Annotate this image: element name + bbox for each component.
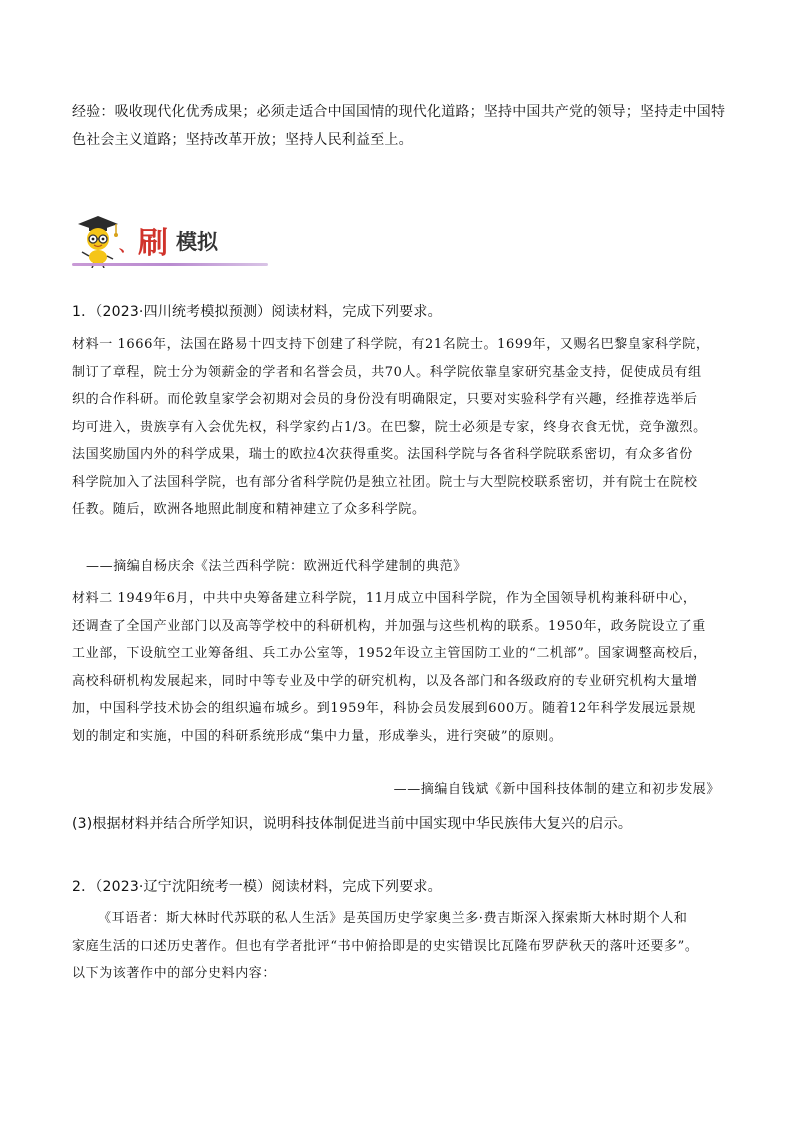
q1-material1-line: 均可进入，贵族享有入会优先权，科学家约占1/3。在巴黎，院士必须是专家，终身衣食无忧，竞争激烈。 <box>72 419 707 435</box>
section-title-rest: 模拟 <box>176 229 218 254</box>
q1-material2-line: 还调查了全国产业部门以及高等学校中的科研机构，并加强与这些机构的联系。1950年，政务院设立了重 <box>72 618 706 634</box>
q2-material-line: 以下为该著作中的部分史料内容： <box>72 966 277 981</box>
q1-material2-line: 工业部，下设航空工业筹备组、兵工办公室等，1952年设立主管国防工业的“二机部”。国家调整高校后， <box>72 646 707 661</box>
q1-question: (3)根据材料并结合所学知识，说明科技体制促进当前中国实现中华民族伟大复兴的启示。 <box>72 816 633 832</box>
q2-material-line: 《耳语者：斯大林时代苏联的私人生活》是英国历史学家奥兰多·费吉斯深入探索斯大林时期个人和 <box>98 911 688 926</box>
section-header <box>72 212 282 272</box>
q1-material1 <box>72 331 732 524</box>
intro-line: 经验：吸收现代化优秀成果；必须走适合中国国情的现代化道路；坚持中国共产党的领导；坚持走中国特 <box>72 104 726 120</box>
q1-material1-line: 织的合作科研。而伦敦皇家学会初期对会员的身份没有明确限定，只要对实验科学有兴趣，经推荐选举后 <box>72 392 698 407</box>
q2-material <box>72 905 732 988</box>
q1-material2-line: 加，中国科学技术协会的组织遍布城乡。到1959年，科协会员发展到600万。随着12年科学发展远景规 <box>72 701 696 716</box>
intro-paragraph <box>72 98 726 154</box>
q1-material2-line: 材料二 1949年6月，中共中央筹备建立科学院，11月成立中国科学院，作为全国领导机构兼科研中心， <box>72 591 697 606</box>
q1-material2 <box>72 585 732 750</box>
q2-material-line: 家庭生活的口述历史著作。但也有学者批评“书中俯拾即是的史实错误比瓦隆布罗萨秋天的落叶还要多”。 <box>72 938 699 954</box>
section-underline <box>72 263 268 266</box>
q1-material1-line: 法国奖励国内外的科学成果，瑞士的欧拉4次获得重奖。法国科学院与各省科学院联系密切，有众多省份 <box>72 447 693 462</box>
section-title-dash: 、 <box>119 236 136 255</box>
q1-material1-line: 任教。随后，欧洲各地照此制度和精神建立了众多科学院。 <box>72 502 426 517</box>
q1-material1-line: 制订了章程，院士分为领薪金的学者和名誉会员，共70人。科学院依靠皇家研究基金支持，促使成员有组 <box>72 364 702 380</box>
intro-line: 色社会主义道路；坚持改革开放；坚持人民利益至上。 <box>72 132 413 148</box>
q1-attribution2: ——摘编自钱斌《新中国科技体制的建立和初步发展》 <box>393 782 720 797</box>
q1-material1-line: 材料一 1666年，法国在路易十四支持下创建了科学院，有21名院士。1699年，又赐名巴黎皇家科学院， <box>72 337 710 352</box>
q1-material2-line: 划的制定和实施，中国的科研系统形成“集中力量，形成拳头，进行突破”的原则。 <box>72 728 563 744</box>
q1-heading: 1．（2023·四川统考模拟预测）阅读材料，完成下列要求。 <box>72 304 442 320</box>
q1-material1-line: 科学院加入了法国科学院，也有部分省科学院仍是独立社团。院士与大型院校联系密切，并有院士在院校 <box>72 474 698 490</box>
cartoon-student-mascot-icon <box>72 212 120 268</box>
q1-attribution1: ——摘编自杨庆余《法兰西科学院：欧洲近代科学建制的典范》 <box>86 559 467 574</box>
q2-heading: 2．（2023·辽宁沈阳统考一模）阅读材料，完成下列要求。 <box>72 879 442 895</box>
section-title-char: 刷 <box>138 226 168 261</box>
q1-material2-line: 高校科研机构发展起来，同时中等专业及中学的研究机构，以及各部门和各级政府的专业研究机构大量增 <box>72 673 698 689</box>
